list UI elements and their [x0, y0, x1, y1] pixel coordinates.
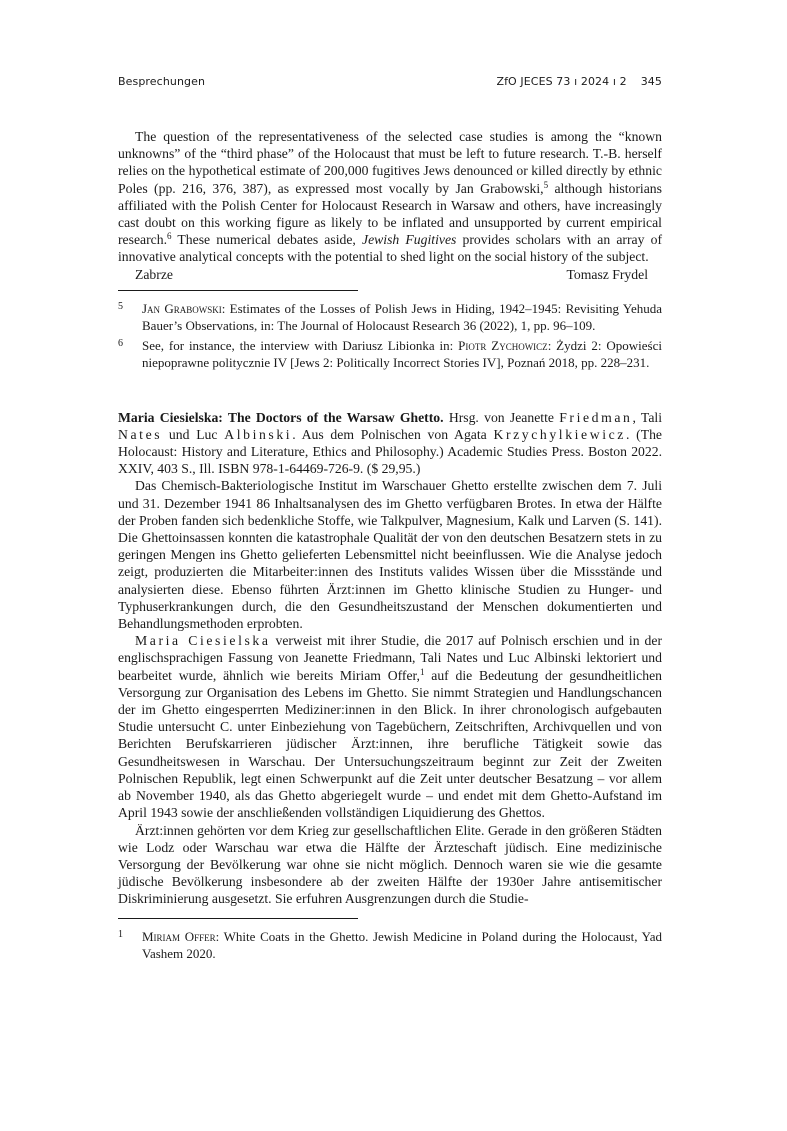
footnote-divider [118, 918, 358, 919]
footnote-text: : Estimates of the Losses of Polish Jews in Hiding, 1942–1945: Revisiting Yehuda Bauer’s Observations, in: The Journal of Holocaust Research 36 (2022), 1, pp. 96–109. [142, 300, 662, 333]
review-paragraph: Ärzt:innen gehörten vor dem Krieg zur gesellschaftlichen Elite. Gerade in den größeren Städten wie Lodz oder Warschau war etwa die Hälfte der Ärzteschaft jüdisch. Eine medizinische Versorgung der Bevölkerung war ohne sie nicht möglich. Dennoch waren sie wie die gesamte jüdische Bevölkerung insbesondere ab der zweiten Hälfte der 1930er Jahre antisemitischer Diskriminierung ausgesetzt. Sie erfuhren Ausgrenzungen durch die Studie- [118, 822, 662, 907]
page-number: 345 [640, 75, 662, 88]
journal-issue: ZfO JECES 73 ı 2024 ı 2 [496, 75, 627, 88]
text-run: These numerical debates aside, [171, 232, 363, 248]
journal-info [496, 75, 662, 88]
book-title-italic: Jewish Fugitives [362, 232, 457, 248]
review-heading [118, 409, 662, 478]
text-run: Hrsg. von Jeanette [443, 409, 560, 425]
footnote-text: : Żydzi 2: Opowieści niepoprawne politycznie IV [Jews 2: Politically Incorrect Stories IV], Poznań 2018, pp. 228–231. [142, 337, 662, 370]
footnote-ref: 1 [419, 666, 425, 677]
page-content [118, 128, 662, 965]
footnote-text: : White Coats in the Ghetto. Jewish Medicine in Poland during the Holocaust, Yad Vashem 2020. [142, 928, 662, 961]
footnote-author: Piotr Zychowicz [458, 337, 548, 353]
footnote-author: Miriam Offer [142, 928, 216, 944]
footnote [118, 337, 662, 371]
review-paragraph [118, 128, 662, 266]
footnote-ref: 6 [167, 231, 172, 242]
text-run: The question of the representativeness of the selected case studies is among the “known unknowns” of the “third phase” of the Holocaust that must be left to future research. T.-B. herself relies on the hypothetical estimate of 200,000 fugitives Jews denounced or killed directly by ethnic Poles (pp. 216, 376, 387), as expressed most vocally by Jan Grabowski, [118, 129, 662, 196]
footnote-number: 6 [118, 337, 123, 349]
review-paragraph: Das Chemisch-Bakteriologische Institut im Warschauer Ghetto erstellte zwischen dem 7. Juli und 31. Dezember 1941 86 Inhaltsanalysen des im Ghetto verfügbaren Brotes. In etwa der Hälfte der Proben fanden sich bedenkliche Stoffe, wie Talkpulver, Magnesium, Kalk und Larven (S. 141). Die Ghettoinsassen konnten die katastrophale Qualität der von den deutschen Besatzern stets in zu geringen Mengen ins Ghetto gelieferten Lebensmittel nicht beeinflussen. Wie die Analyse jedoch zeigt, produzierten die Mitarbeiter:innen des Instituts valides Wissen über die Missstände und analysierten diese. Ebenso führten Ärzt:innen im Ghetto klinische Studien zu Hunger- und Typhuserkrankungen durch, die den Gesundheitszustand der Menschen dokumentierten und Behandlungsmethoden erprobten. [118, 478, 662, 632]
editor-name: Nates [118, 426, 163, 442]
footnote-author: Jan Grabowski [142, 300, 222, 316]
text-run: auf die Bedeutung der gesundheitlichen Versorgung zur Organisation des Lebens im Ghetto. Sie nimmt Strategien und Handlungschancen der im Ghetto eingesperrten Mediziner:innen in den Blick. In ihrer chronologisch aufgebauten Studie untersucht C. unter Einbeziehung von Tagebüchern, Zeitschriften, Archivquellen und von Berichten Berufskarrieren jüdischer Ärzt:innen, ihre berufliche Tätigkeit sowie das Gesundheitswesen in Warschau. Der Untersuchungszeitraum beginnt zur Zeit der Zweiten Polnischen Republik, legt einen Schwerpunkt auf die Zeit unter deutscher Besatzung – vor allem ab November 1940, als das Ghetto abgeriegelt wurde – und endet mit dem Ghetto-Aufstand im April 1943 sowie der anschließenden vollständigen Liquidierung des Ghettos. [118, 667, 662, 821]
reviewer-place: Zabrze [135, 266, 173, 282]
section-title: Besprechungen [118, 75, 206, 88]
text-run: provides scholars with an array of innovative analytical concepts with the potential to shed light on the social history of the subject. [118, 232, 663, 265]
text-run: . (The Holocaust: History and Literature, Ethics and Philosophy.) Academic Studies Press. Boston 2022. XXIV, 403 S., Ill. ISBN 978-1-64469-726-9. ($ 29,95.) [118, 426, 662, 477]
footnote-divider [118, 290, 358, 291]
text-run: . Aus dem Polnischen von Agata [292, 426, 494, 442]
footnote [118, 928, 662, 962]
running-header [118, 75, 662, 93]
footnote-text: See, for instance, the interview with Dariusz Libionka in: [142, 337, 459, 353]
footnote [118, 300, 662, 334]
review-signature [118, 266, 662, 284]
footnote-number: 5 [118, 300, 123, 312]
editor-name: Albinski [224, 426, 293, 442]
editor-name: Friedman [559, 409, 633, 425]
author-name-spaced: Maria Ciesielska [135, 633, 271, 649]
footnote-number: 1 [118, 928, 123, 940]
translator-name: Krzychylkiewicz [493, 426, 626, 442]
review-paragraph [118, 632, 662, 821]
reviewer-name: Tomasz Frydel [566, 266, 648, 282]
text-run: verweist mit ihrer Studie, die 2017 auf Polnisch erschien und in der englischsprachigen Fassung von Jeanette Friedmann, Tali Nates und Luc Albinski lektoriert und bearbeitet wurde, ähnlich wie bereits Miriam Offer, [118, 633, 662, 683]
text-run: , Tali [632, 409, 662, 425]
text-run: und Luc [162, 426, 225, 442]
text-run: although historians affiliated with the Polish Center for Holocaust Research in Warsaw and others, have increasingly cast doubt on this working figure as likely to be inflated and unsupported by current empirical research. [118, 180, 662, 248]
review-title: Maria Ciesielska: The Doctors of the Warsaw Ghetto. [118, 409, 444, 425]
section-spacer [118, 374, 662, 409]
footnote-ref: 5 [543, 179, 549, 190]
